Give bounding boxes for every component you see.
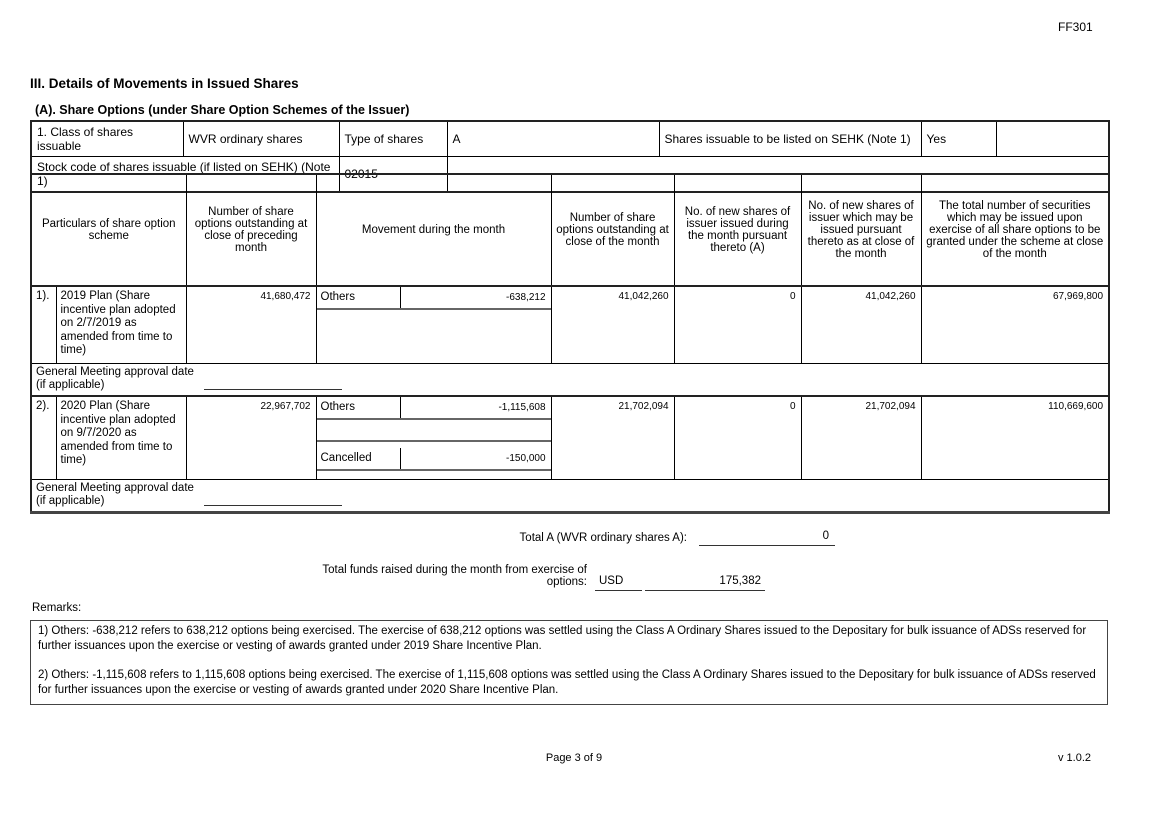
row-number: 2).: [31, 396, 56, 479]
remark-item: 2) Others: -1,115,608 refers to 1,115,608 options being exercised. The exercise of 1,115,608 options was settled using the Class A Ordinary Shares issued to the Depositary for bulk issuance of ADSs reserved for further issuances upon the exercise or vesting of awards granted under 2020 Share Incentive Plan.: [38, 669, 1096, 697]
class-of-shares-value: WVR ordinary shares: [183, 121, 339, 157]
page-number: Page 3 of 9: [545, 752, 603, 764]
class-of-shares-label: 1. Class of shares issuable: [31, 121, 183, 157]
scheme-row-2020: [31, 396, 1109, 479]
header-outstanding-preceding: Number of share options outstanding at close of preceding month: [186, 174, 316, 286]
movement-entry-blank: [317, 420, 551, 442]
movement-type: Others: [317, 397, 401, 418]
stock-code-value: 02015: [339, 157, 447, 193]
total-funds-value: 175,382: [645, 575, 765, 591]
gm-approval-date-blank: [204, 378, 342, 390]
total-securities-value: 110,669,600: [921, 396, 1109, 479]
header-total-securities: The total number of securities which may be issued upon exercise of all share options to be granted under the scheme at close of the month: [921, 174, 1109, 286]
sehk-listed-label: Shares issuable to be listed on SEHK (Note 1): [659, 121, 921, 157]
gm-approval-label: General Meeting approval date (if applicable): [36, 481, 194, 508]
remark-item: 1) Others: -638,212 refers to 638,212 options being exercised. The exercise of 638,212 options was settled using the Class A Ordinary Shares issued to the Depositary for bulk issuance of ADSs reserved for further issuances upon the exercise or vesting of awards granted under 2019 Share Incentive Plan.: [38, 625, 1087, 652]
movement-type: Cancelled: [317, 448, 401, 469]
header-new-shares-issued: No. of new shares of issuer issued during the month pursuant thereto (A): [674, 174, 801, 286]
scheme-row-2019: [31, 286, 1109, 363]
movement-type: Others: [317, 287, 401, 308]
header-particulars: Particulars of share option scheme: [31, 174, 186, 286]
info-empty-cell: [996, 121, 1109, 157]
new-shares-may-issue-value: 41,042,260: [801, 286, 921, 363]
type-of-shares-label: Type of shares: [339, 121, 447, 157]
type-of-shares-value: A: [447, 121, 659, 157]
movement-cell: [316, 286, 551, 363]
header-new-shares-may-issue: No. of new shares of issuer which may be issued pursuant thereto as at close of the month: [801, 174, 921, 286]
info-row-class: [31, 121, 1109, 157]
stock-code-label: Stock code of shares issuable (if listed on SEHK) (Note 1): [31, 157, 339, 193]
movement-cell: [316, 396, 551, 479]
total-a-line: [380, 530, 835, 546]
movement-value: -638,212: [506, 292, 546, 303]
outstanding-close-value: 21,702,094: [551, 396, 674, 479]
scheme-name: 2019 Plan (Share incentive plan adopted on 2/7/2019 as amended from time to time): [56, 286, 186, 363]
header-movement: Movement during the month: [316, 174, 551, 286]
gm-approval-cell: [31, 363, 1109, 396]
gm-approval-row-2020: [31, 479, 1109, 513]
row-number: 1).: [31, 286, 56, 363]
gm-approval-cell: [31, 479, 1109, 513]
sehk-listed-value: Yes: [921, 121, 996, 157]
remarks-label: Remarks:: [32, 602, 82, 614]
remarks-box: [30, 620, 1108, 705]
total-funds-line: [297, 564, 765, 591]
subsection-title: (A). Share Options (under Share Option Schemes of the Issuer): [35, 103, 410, 117]
new-shares-issued-value: 0: [674, 396, 801, 479]
gm-approval-row-2019: [31, 363, 1109, 396]
total-a-label: Total A (WVR ordinary shares A):: [519, 532, 687, 544]
section-title: III. Details of Movements in Issued Shares: [30, 76, 299, 91]
total-funds-currency: USD: [595, 575, 642, 591]
movement-value: -150,000: [506, 453, 546, 465]
share-options-table: [30, 173, 1110, 514]
options-table-header-row: [31, 174, 1109, 286]
new-shares-may-issue-value: 21,702,094: [801, 396, 921, 479]
total-securities-value: 67,969,800: [921, 286, 1109, 363]
total-funds-label: Total funds raised during the month from exercise of options:: [322, 564, 587, 588]
new-shares-issued-value: 0: [674, 286, 801, 363]
gm-approval-label: General Meeting approval date (if applicable): [36, 365, 194, 392]
form-code: FF301: [1058, 20, 1093, 34]
movement-value: -1,115,608: [498, 402, 546, 414]
movement-entry: [317, 397, 551, 420]
movement-entry: [317, 448, 551, 471]
total-a-value: 0: [699, 530, 835, 546]
version-number: v 1.0.2: [1058, 752, 1092, 764]
header-outstanding-close: Number of share options outstanding at close of the month: [551, 174, 674, 286]
gm-approval-date-blank: [204, 494, 342, 506]
outstanding-preceding-value: 22,967,702: [186, 396, 316, 479]
scheme-name: 2020 Plan (Share incentive plan adopted on 9/7/2020 as amended from time to time): [56, 396, 186, 479]
outstanding-close-value: 41,042,260: [551, 286, 674, 363]
outstanding-preceding-value: 41,680,472: [186, 286, 316, 363]
movement-entry: [317, 287, 551, 310]
